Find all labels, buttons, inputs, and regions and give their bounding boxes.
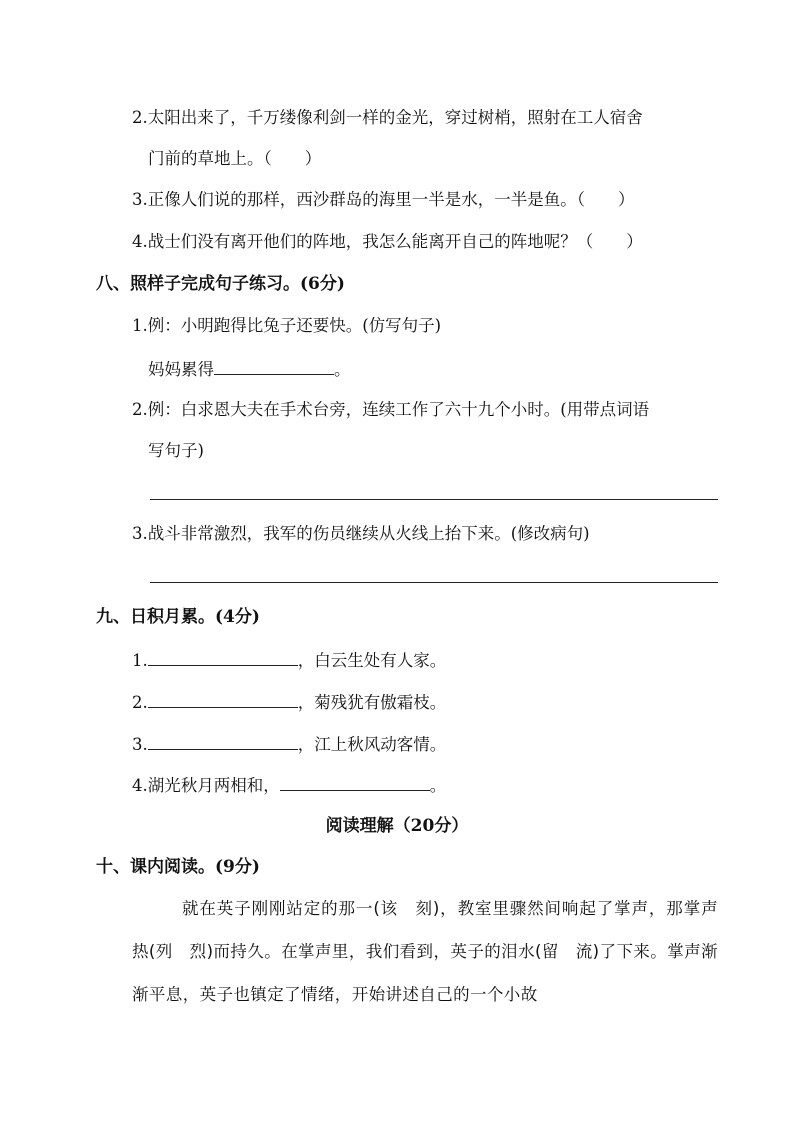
question-7-2-line2: 门前的草地上。（ ） [148, 149, 322, 168]
answer-blank[interactable] [148, 647, 298, 666]
question-8-1-end: 。 [334, 360, 351, 379]
answer-line-8-3[interactable] [150, 582, 718, 583]
question-end: 。 [429, 776, 447, 795]
question-number: 2. [132, 693, 148, 712]
question-9-4 [132, 772, 446, 798]
question-text: ，江上秋风动客情。 [297, 735, 447, 754]
section-8-title: 八、照样子完成句子练习。(6分) [96, 274, 345, 294]
question-9-1 [132, 647, 446, 673]
question-text: ，菊残犹有傲霜枝。 [297, 693, 447, 712]
question-9-2 [132, 689, 446, 715]
question-8-3: 3.战斗非常激烈，我军的伤员继续从火线上抬下来。(修改病句) [132, 524, 590, 543]
question-8-1-answer [148, 356, 351, 382]
answer-blank[interactable] [280, 772, 430, 791]
question-8-1-example: 1.例：小明跑得比兔子还要快。(仿写句子) [132, 316, 442, 335]
question-number: 1. [132, 651, 148, 670]
answer-line-8-2[interactable] [150, 499, 718, 500]
question-8-2-line2: 写句子) [148, 441, 204, 460]
question-8-2-line1: 2.例：白求恩大夫在手术台旁，连续工作了六十九个小时。(用带点词语 [132, 400, 650, 419]
question-8-1-prompt: 妈妈累得 [148, 360, 214, 379]
question-9-3 [132, 731, 446, 757]
question-prefix: 4.湖光秋月两相和， [132, 776, 280, 795]
question-7-4: 4.战士们没有离开他们的阵地，我怎么能离开自己的阵地呢？（ ） [132, 232, 643, 251]
section-9-title: 九、日积月累。(4分) [96, 607, 260, 627]
question-7-3: 3.正像人们说的那样，西沙群岛的海里一半是水，一半是鱼。（ ） [132, 190, 635, 209]
question-text: ，白云生处有人家。 [297, 651, 447, 670]
passage-text: 就在英子刚刚站定的那一(该 刻)，教室里骤然间响起了掌声，那掌声热(列 烈)而持久。在掌声里，我们看到，英子的泪水(留 流)了下来。掌声渐渐平息，英子也镇定了情绪，开始讲述自己的一个小故 [132, 899, 718, 1004]
reading-title: 阅读理解（20分） [325, 816, 469, 836]
answer-blank[interactable] [148, 689, 298, 708]
answer-blank[interactable] [214, 356, 334, 375]
reading-passage [132, 887, 718, 1016]
answer-blank[interactable] [148, 731, 298, 750]
section-10-title: 十、课内阅读。(9分) [96, 857, 260, 877]
question-7-2-line1: 2.太阳出来了，千万缕像利剑一样的金光，穿过树梢，照射在工人宿舍 [132, 108, 643, 127]
question-number: 3. [132, 735, 148, 754]
